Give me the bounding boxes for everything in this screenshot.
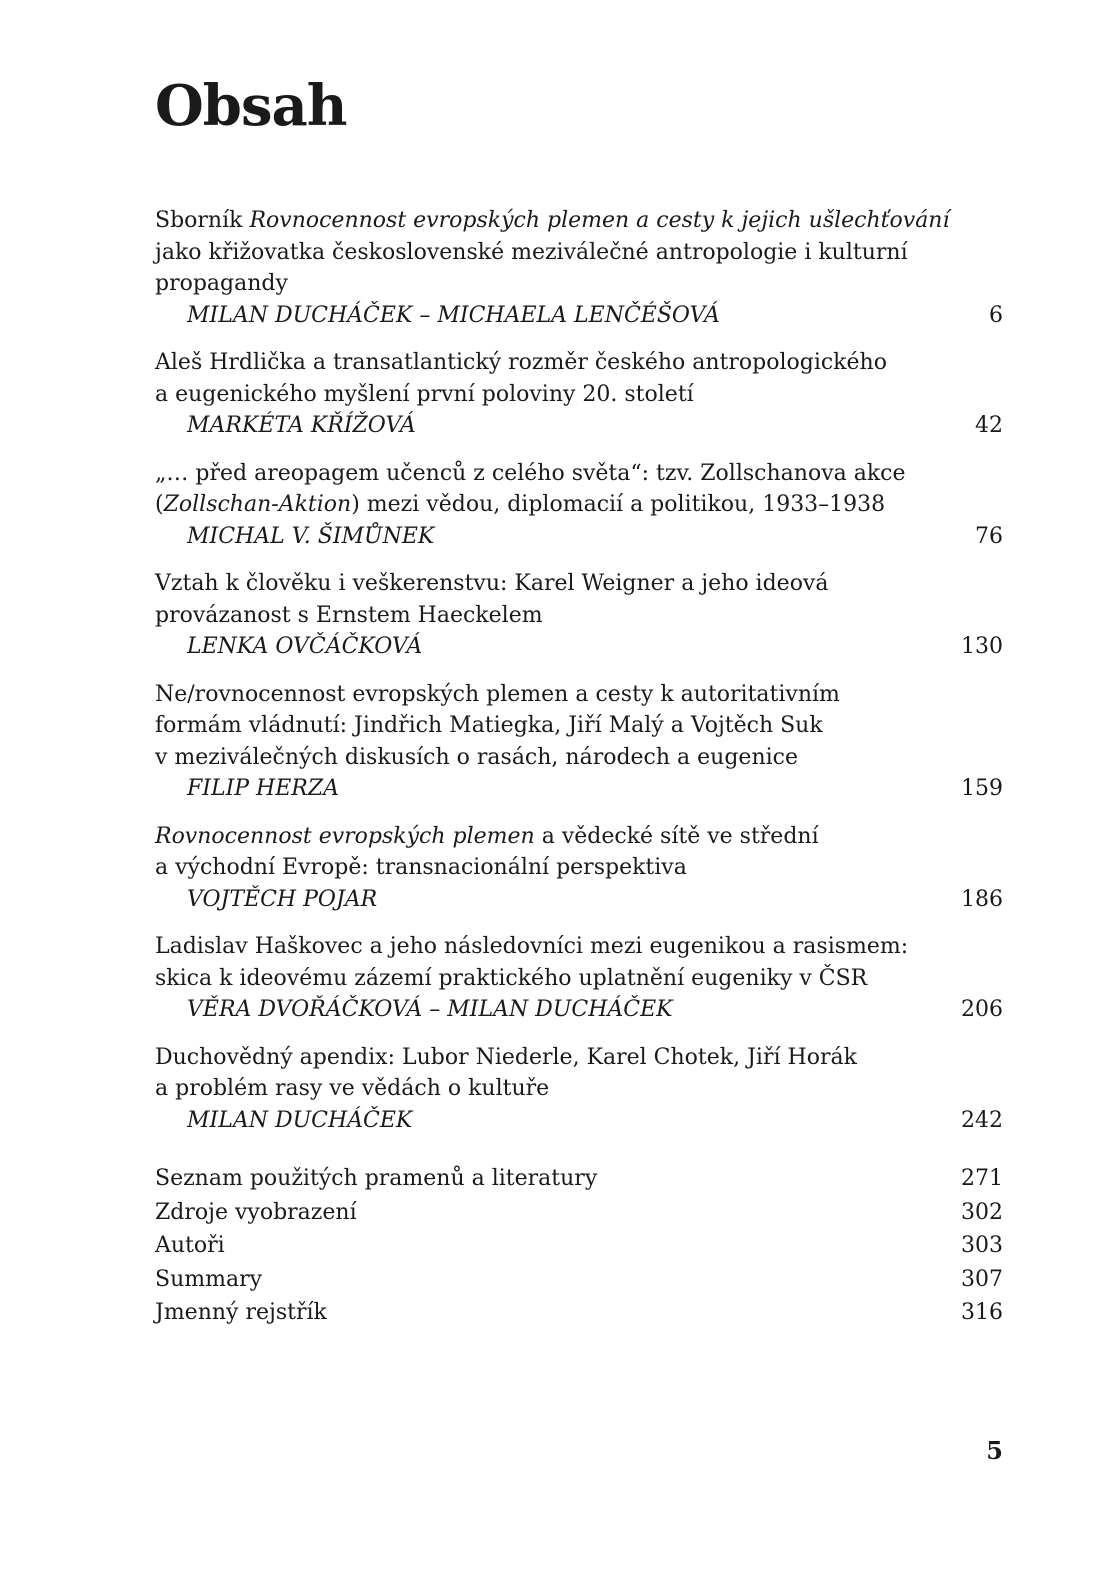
entry-page-number: 159 bbox=[961, 776, 1003, 801]
back-matter-label: Seznam použitých pramenů a literatury bbox=[155, 1166, 598, 1191]
back-matter-item[interactable] bbox=[155, 1263, 1003, 1297]
back-matter-label: Zdroje vyobrazení bbox=[155, 1199, 357, 1225]
toc-entry[interactable] bbox=[155, 568, 1003, 663]
entry-author-row bbox=[155, 410, 1003, 442]
toc-entry[interactable] bbox=[155, 679, 1003, 805]
toc-entry[interactable] bbox=[155, 347, 1003, 442]
entry-page-number: 242 bbox=[961, 1107, 1003, 1133]
entry-title-line: Aleš Hrdlička a transatlantický rozměr českého antropologického bbox=[155, 350, 887, 375]
entry-title-line: skica k ideovému zázemí praktického uplatnění eugeniky v ČSR bbox=[155, 965, 868, 991]
entry-title-line: a problém rasy ve vědách o kultuře bbox=[155, 1076, 550, 1101]
entry-title-line: a eugenického myšlení první poloviny 20. století bbox=[155, 381, 694, 407]
back-matter-item[interactable] bbox=[155, 1196, 1003, 1230]
back-matter-page-number: 271 bbox=[961, 1166, 1003, 1191]
toc-entry[interactable] bbox=[155, 205, 1003, 331]
entry-author: MILAN DUCHÁČEK bbox=[187, 1107, 413, 1133]
back-matter-item[interactable] bbox=[155, 1296, 1003, 1330]
entry-author: LENKA OVČÁČKOVÁ bbox=[187, 634, 423, 659]
entry-title-line: (Zollschan-Aktion) mezi vědou, diplomacií a politikou, 1933–1938 bbox=[155, 492, 886, 517]
toc-entry[interactable] bbox=[155, 931, 1003, 1026]
entry-author-row bbox=[155, 773, 1003, 805]
back-matter-label: Jmenný rejstřík bbox=[155, 1300, 327, 1325]
toc-entry[interactable] bbox=[155, 458, 1003, 553]
back-matter-page-number: 303 bbox=[961, 1233, 1003, 1258]
toc-entry[interactable] bbox=[155, 1042, 1003, 1137]
entry-page-number: 130 bbox=[961, 634, 1003, 659]
back-matter-item[interactable] bbox=[155, 1162, 1003, 1196]
back-matter-page-number: 307 bbox=[961, 1266, 1003, 1292]
entry-author: VOJTĚCH POJAR bbox=[187, 886, 378, 912]
page-folio-number: 5 bbox=[986, 1436, 1003, 1465]
entry-author: MILAN DUCHÁČEK – MICHAELA LENČÉŠOVÁ bbox=[187, 302, 720, 328]
entry-page-number: 76 bbox=[975, 523, 1003, 549]
entry-author-row bbox=[155, 1105, 1003, 1137]
entry-author-row bbox=[155, 884, 1003, 916]
entry-title-line: Duchovědný apendix: Lubor Niederle, Karel Chotek, Jiří Horák bbox=[155, 1044, 857, 1070]
back-matter-item[interactable] bbox=[155, 1229, 1003, 1263]
entry-page-number: 42 bbox=[975, 413, 1003, 438]
entry-title-line: a východní Evropě: transnacionální perspektiva bbox=[155, 855, 687, 880]
entry-author-row bbox=[155, 994, 1003, 1026]
entry-author: VĚRA DVOŘÁČKOVÁ – MILAN DUCHÁČEK bbox=[187, 997, 673, 1022]
page-title: Obsah bbox=[155, 73, 347, 139]
entry-author: MARKÉTA KŘÍŽOVÁ bbox=[187, 413, 416, 438]
entry-author-row bbox=[155, 521, 1003, 553]
back-matter-page-number: 316 bbox=[961, 1300, 1003, 1325]
entry-author: FILIP HERZA bbox=[187, 776, 340, 801]
entry-page-number: 206 bbox=[961, 997, 1003, 1022]
entry-author-row bbox=[155, 631, 1003, 663]
entry-title-line: jako křižovatka československé meziválečné antropologie i kulturní bbox=[155, 239, 908, 265]
entry-page-number: 6 bbox=[989, 302, 1003, 328]
entry-title-line: Ladislav Haškovec a jeho následovníci mezi eugenikou a rasismem: bbox=[155, 934, 909, 959]
back-matter-label: Summary bbox=[155, 1266, 263, 1292]
back-matter-page-number: 302 bbox=[961, 1199, 1003, 1225]
entry-title-line: formám vládnutí: Jindřich Matiegka, Jiří Malý a Vojtěch Suk bbox=[155, 713, 823, 738]
back-matter-label: Autoři bbox=[155, 1233, 225, 1258]
entry-title-line: Ne/rovnocennost evropských plemen a cesty k autoritativním bbox=[155, 681, 840, 707]
entry-title-line: Vztah k člověku i veškerenstvu: Karel Weigner a jeho ideová bbox=[155, 571, 829, 596]
entry-author: MICHAL V. ŠIMŮNEK bbox=[187, 523, 435, 549]
entry-title-line: Rovnocennost evropských plemen a vědecké sítě ve střední bbox=[155, 823, 819, 849]
entry-author-row bbox=[155, 300, 1003, 332]
entry-title-line: „… před areopagem učenců z celého světa“: tzv. Zollschanova akce bbox=[155, 460, 906, 486]
entry-title-line: v meziválečných diskusích o rasách, národech a eugenice bbox=[155, 744, 798, 770]
back-matter-list bbox=[155, 1162, 1003, 1330]
entry-page-number: 186 bbox=[961, 886, 1003, 912]
entry-title-line: propagandy bbox=[155, 271, 288, 296]
entry-title-line: Sborník Rovnocennost evropských plemen a cesty k jejich ušlechťování bbox=[155, 208, 950, 233]
entry-title-line: provázanost s Ernstem Haeckelem bbox=[155, 602, 543, 628]
table-of-contents bbox=[155, 205, 1003, 1330]
toc-entry[interactable] bbox=[155, 821, 1003, 916]
